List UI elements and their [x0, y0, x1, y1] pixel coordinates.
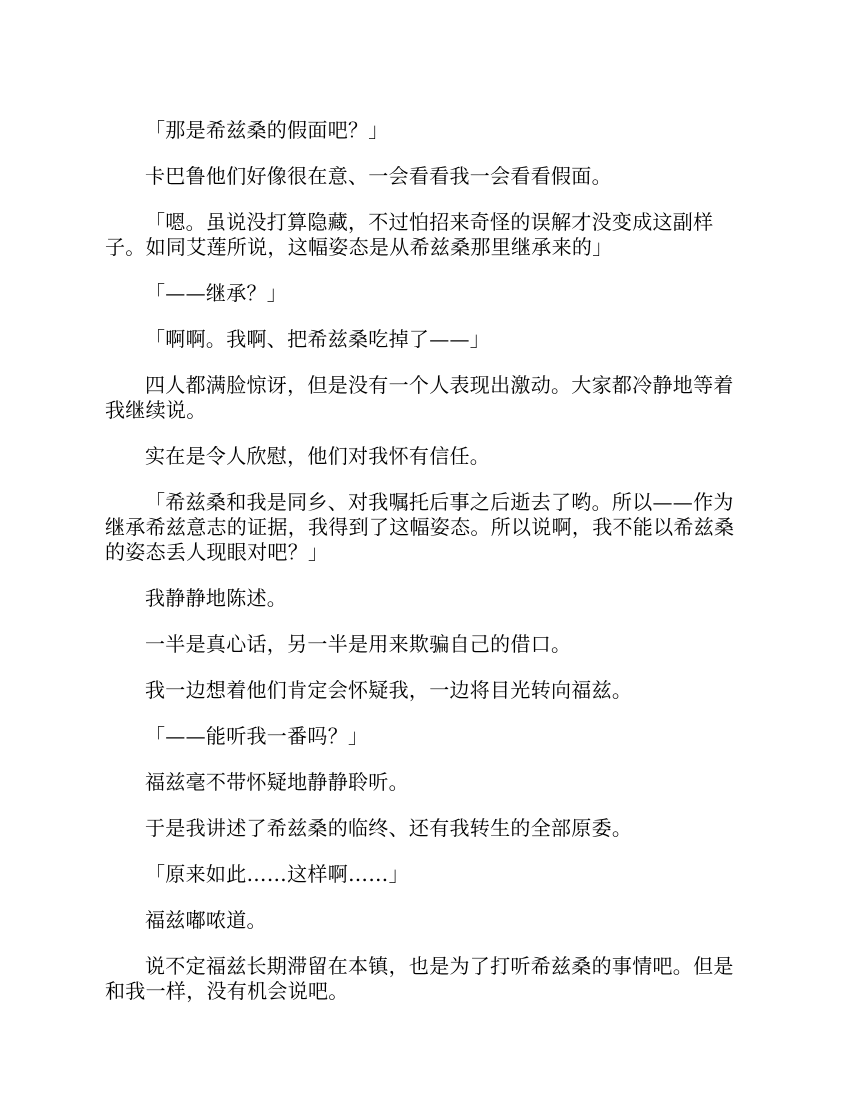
paragraph: 实在是令人欣慰，他们对我怀有信任。 [145, 444, 491, 468]
paragraph: 「希兹桑和我是同乡、对我嘱托后事之后逝去了哟。所以——作为继承希兹意志的证据，我得到了这幅姿态。所以说啊，我不能以希兹桑的姿态丢人现眼对吧？」 [105, 490, 735, 564]
document-page [105, 118, 750, 1025]
paragraph: 福兹毫不带怀疑地静静聆听。 [145, 770, 409, 794]
paragraph: 「嗯。虽说没打算隐藏，不过怕招来奇怪的误解才没变成这副样子。如同艾莲所说，这幅姿态是从希兹桑那里继承来的」 [105, 210, 714, 259]
paragraph: 四人都满脸惊讶，但是没有一个人表现出激动。大家都冷静地等着我继续说。 [105, 373, 734, 422]
paragraph: 我静静地陈述。 [145, 586, 288, 610]
paragraph: 我一边想着他们肯定会怀疑我，一边将目光转向福兹。 [145, 678, 633, 702]
paragraph: 福兹嘟哝道。 [145, 908, 267, 932]
paragraph: 一半是真心话，另一半是用来欺骗自己的借口。 [145, 632, 572, 656]
paragraph: 于是我讲述了希兹桑的临终、还有我转生的全部原委。 [145, 816, 633, 840]
paragraph: 「原来如此……这样啊……」 [145, 862, 409, 886]
paragraph: 「啊啊。我啊、把希兹桑吃掉了——」 [145, 327, 491, 351]
paragraph: 「——能听我一番吗？」 [145, 724, 369, 748]
paragraph: 「——继承？」 [145, 281, 288, 305]
paragraph: 说不定福兹长期滞留在本镇，也是为了打听希兹桑的事情吧。但是和我一样，没有机会说吧。 [105, 954, 734, 1003]
paragraph: 卡巴鲁他们好像很在意、一会看看我一会看看假面。 [145, 164, 612, 188]
paragraph: 「那是希兹桑的假面吧？」 [145, 118, 389, 142]
